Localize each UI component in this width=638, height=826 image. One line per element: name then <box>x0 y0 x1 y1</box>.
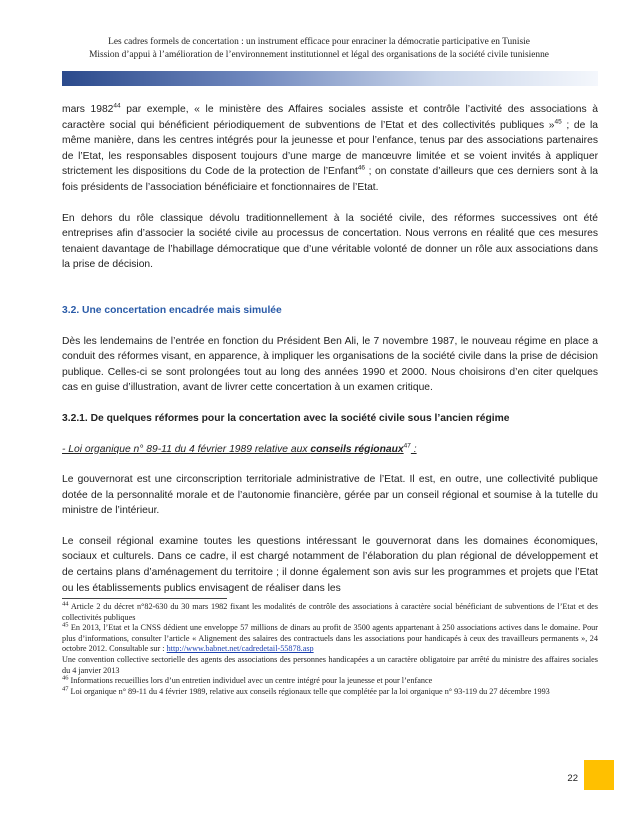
law-prefix: - Loi organique n° 89-11 du 4 février 1989 relative aux <box>62 443 311 455</box>
footnote-ref-47[interactable]: 47 <box>403 442 411 450</box>
law-bold: conseils régionaux <box>310 443 404 455</box>
subsection-heading-3-2-1: 3.2.1. De quelques réformes pour la concertation avec la société civile sous l’ancien régime <box>62 412 510 424</box>
footnote-46 <box>62 676 598 687</box>
footnote-num-44: 44 <box>62 600 69 608</box>
main-text <box>62 102 598 596</box>
footnote-ref-46[interactable]: 46 <box>357 164 366 172</box>
footnote-45 <box>62 623 598 655</box>
footnote-num-45: 45 <box>62 621 69 629</box>
p1-text-b: par exemple, « le ministère des Affaires sociales assiste et contrôle l’activité des associations à caractère social qui bénéficient périodiquement de subventions de l’Etat et des collectivités publiques » <box>62 104 598 131</box>
footnote-44-text: Article 2 du décret n°82-630 du 30 mars 1982 fixant les modalités de contrôle des associations à caractère social bénéficiant de subventions de l’Etat et des collectivités publiques <box>62 602 598 622</box>
p1-text-c: ; de la même manière, dans les centres intégrés pour la jeunesse et pour l’enfance, tenus par des associations partenaires de l’Etat, les responsables disposent toujours d’une marge de manœuvre limitée et se voient invités à appliquer strictement les dispositions du Code de la protection de l’Enfant <box>62 119 598 178</box>
paragraph-5: Le conseil régional examine toutes les questions intéressant le gouvernorat dans les domaines économiques, sociaux et culturels. Dans ce cadre, il est chargé notamment de l’élaboration du plan régional de développement et de certains plans d’aménagement du territoire ; il donne également son avis sur les programmes et projets que l’Etat ou les établissements publics envisagent de réaliser dans les <box>62 535 598 594</box>
footnote-ref-45[interactable]: 45 <box>554 118 562 126</box>
babnet-link[interactable]: http://www.babnet.net/cadredetail-55878.asp <box>166 644 314 654</box>
law-heading <box>62 442 598 458</box>
p1-text-d: ; on constate d’ailleurs que ces derniers sont à la fois présidents de l’association bénéficiaire et fonctionnaires de l’Etat. <box>62 166 599 193</box>
page-corner-box <box>584 760 614 790</box>
running-header <box>0 36 638 62</box>
footnote-44 <box>62 602 598 623</box>
page-number: 22 <box>567 773 578 784</box>
paragraph-1 <box>62 102 598 196</box>
footnote-num-47: 47 <box>62 685 69 693</box>
footnotes <box>62 602 598 697</box>
header-line-2: Mission d’appui à l’amélioration de l’environnement institutionnel et légal des organisations de la société civile tunisienne <box>89 50 549 60</box>
footnote-45-continued: Une convention collective sectorielle des agents des associations des personnes handicapées a un caractère obligatoire par arrêté du ministre des affaires sociales du 4 janvier 2013 <box>62 654 598 675</box>
paragraph-4: Le gouvernorat est une circonscription territoriale administrative de l’Etat. Il est, en outre, une collectivité publique dotée de la personnalité morale et de l’autonomie financière, gérée par un conseil régional et soumise à la tutelle du ministre de l’intérieur. <box>62 474 598 517</box>
section-heading-3-2: 3.2. Une concertation encadrée mais simulée <box>62 304 282 316</box>
footnote-separator <box>62 598 227 599</box>
footnote-46-text: Informations recueillies lors d’un entretien individuel avec un centre intégré pour la jeunesse et pour l’enfance <box>68 676 433 686</box>
footnote-45-text: En 2013, l’Etat et la CNSS dédient une enveloppe 57 millions de dinars au profit de 3500 agents appartenant à 250 associations actives dans le domaine. Pour plus d’informations, consulter l’article « Alignement des salaires des contractuels dans les associations pour handicapés à ceux des travailleurs permanents », 24 octobre 2012. Consultable sur : <box>62 623 598 654</box>
footnote-47 <box>62 687 598 698</box>
footnote-47-text: Loi organique n° 89-11 du 4 février 1989, relative aux conseils régionaux telle que complétée par la loi organique n° 93-119 du 27 décembre 1993 <box>68 686 550 696</box>
law-suffix: : <box>410 443 417 455</box>
paragraph-2: En dehors du rôle classique dévolu traditionnellement à la société civile, des réformes successives ont été entreprises afin d’associer la société civile au processus de concertation. Nous verrons en réalité que ces mesures tenaient davantage de l’habillage démocratique que d’une véritable volonté de donner un rôle aux associations dans la prise de décision. <box>62 212 598 271</box>
footnote-ref-44[interactable]: 44 <box>113 102 121 110</box>
p1-text-a: mars 1982 <box>62 104 114 115</box>
paragraph-3: Dès les lendemains de l’entrée en fonction du Président Ben Ali, le 7 novembre 1987, le nouveau régime en place a conduit des réformes visant, en apparence, à impliquer les organisations de la société civile dans la prise de décision publique. Celles-ci se sont prolongées tout au long des années 1990 et 2000. Nous choisirons d’en citer quelques cas en guise d’illustration, avant de livrer cette concertation à un examen critique. <box>62 335 598 394</box>
header-line-1: Les cadres formels de concertation : un instrument efficace pour enraciner la démocratie participative en Tunisie <box>108 37 530 47</box>
footnote-num-46: 46 <box>62 674 69 682</box>
header-gradient-bar <box>62 71 598 86</box>
